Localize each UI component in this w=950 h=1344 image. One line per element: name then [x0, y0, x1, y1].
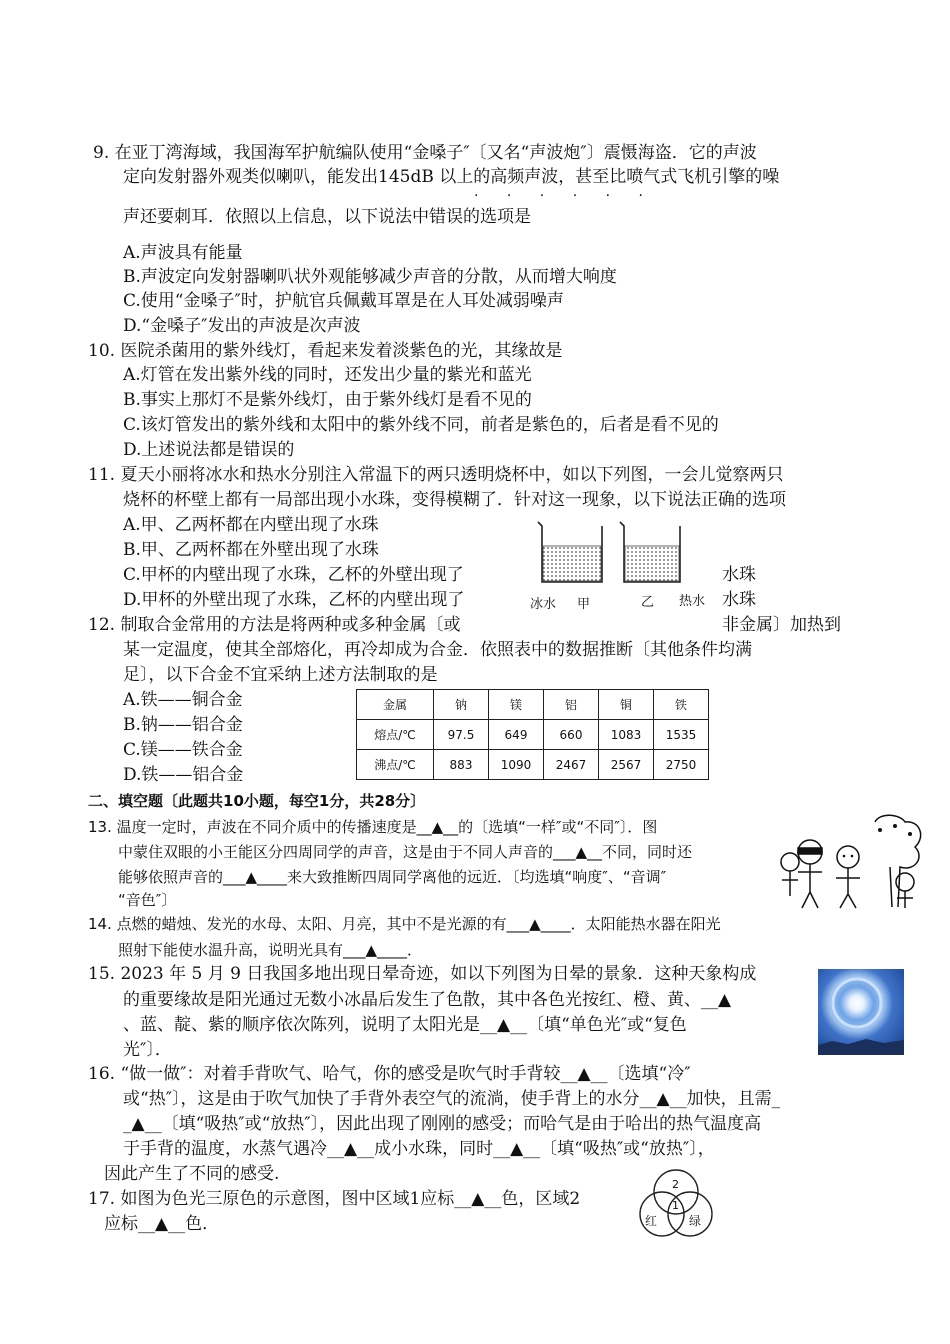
q11-option-c-tail: 水珠: [722, 565, 756, 585]
table-cell: 金属: [357, 690, 434, 720]
q9-option-a: A.声波具有能量: [123, 243, 243, 263]
q16-line-5: 因此产生了不同的感受.: [104, 1164, 280, 1184]
q12-option-a: A.铁——铜合金: [123, 690, 243, 710]
venn-region-2-label: 2: [672, 1178, 679, 1191]
q10-option-d: D.上述说法都是错误的: [123, 440, 295, 460]
q16-line-2: 或“热″〕，这是由于吹气加快了手背外表空气的流淌，使手背上的水分__▲__加快，且需_: [123, 1089, 781, 1109]
q11-option-d-tail: 水珠: [722, 590, 756, 610]
q13-line-3: 能够依照声音的___▲____来大致推断四周同学离他的远近．〔均选填“响度″、“音调″: [118, 868, 667, 886]
label-ice-water: 冰水: [530, 597, 557, 612]
q12-option-c: C.镁——铁合金: [123, 740, 243, 760]
q11-line-2: 烧杯的杯壁上都有一局部出现小水珠，变得模糊了．针对这一现象，以下说法正确的选项: [123, 490, 786, 510]
q16-line-1: 16. “做一做″：对着手背吹气、哈气，你的感受是吹气时手背较__▲__〔选填“冷″: [88, 1064, 691, 1084]
table-cell: 钠: [434, 690, 489, 720]
table-cell: 2467: [544, 750, 599, 780]
table-cell: 2567: [599, 750, 654, 780]
q9-option-b: B.声波定向发射器喇叭状外观能够减少声音的分散，从而增大响度: [123, 267, 617, 287]
q10-stem: 10. 医院杀菌用的紫外线灯，看起来发着淡紫色的光，其缘故是: [88, 341, 563, 361]
table-cell: 1535: [654, 720, 709, 750]
q12-line-2: 某一定温度，使其全部熔化，再冷却成为合金．依照表中的数据推断〔其他条件均满: [123, 640, 752, 660]
q12-option-d: D.铁——铝合金: [123, 765, 244, 785]
table-cell: 1090: [489, 750, 544, 780]
q10-option-c: C.该灯管发出的紫外线和太阳中的紫外线不同，前者是紫色的，后者是看不见的: [123, 415, 719, 435]
q10-option-a: A.灯管在发出紫外线的同时，还发出少量的紫光和蓝光: [123, 365, 532, 385]
q15-line-1: 15. 2023 年 5 月 9 日我国多地出现日晕奇迹，如以下列图为日晕的景象．这种天象构成: [88, 964, 757, 984]
q13-line-4: “音色″〕: [118, 891, 177, 909]
q14-line-1: 14. 点燃的蜡烛、发光的水母、太阳、月亮，其中不是光源的有___▲____．太阳能热水器在阳光: [88, 915, 721, 933]
table-cell: 铁: [654, 690, 709, 720]
q9-line-2: 定向发射器外观类似喇叭，能发出145dB 以上的高频声波，甚至比喷气式飞机引擎的噪: [123, 167, 780, 187]
q14-line-2: 照射下能使水温升高，说明光具有___▲____．: [118, 941, 423, 959]
table-cell: 649: [489, 720, 544, 750]
q11-option-d: D.甲杯的外壁出现了水珠，乙杯的内壁出现了: [123, 590, 465, 610]
table-cell: 97.5: [434, 720, 489, 750]
q16-line-4: 于手背的温度，水蒸气遇冷__▲__成小水珠，同时__▲__〔填“吸热″或“放热″〕，: [123, 1139, 715, 1159]
q16-line-3: _▲__〔填“吸热″或“放热″〕，因此出现了刚刚的感受；而哈气是由于哈出的热气温度高: [123, 1114, 762, 1134]
solar-halo-photo: [818, 969, 904, 1055]
table-cell: 铜: [599, 690, 654, 720]
blindfold-game-illustration: [780, 812, 928, 912]
table-cell: 镁: [489, 690, 544, 720]
q9-emphasis-dots: · · · · · ·: [474, 188, 655, 204]
venn-region-1-label: 1: [672, 1199, 679, 1212]
table-row: [357, 750, 709, 780]
q17-line-1: 17. 如图为色光三原色的示意图，图中区域1应标__▲__色，区域2: [88, 1189, 581, 1209]
label-hot-water: 热水: [679, 594, 706, 609]
q12-option-b: B.钠——铝合金: [123, 715, 243, 735]
q9-line-1: 9. 在亚丁湾海域，我国海军护航编队使用“金嗓子″〔又名“声波炮″〕震慑海盗．它的声波: [93, 143, 757, 163]
q9-option-d: D.“金嗓子″发出的声波是次声波: [123, 316, 361, 336]
table-cell: 1083: [599, 720, 654, 750]
q10-option-b: B.事实上那灯不是紫外线灯，由于紫外线灯是看不见的: [123, 390, 532, 410]
table-cell: 2750: [654, 750, 709, 780]
q15-line-3: 、蓝、靛、紫的顺序依次陈列，说明了太阳光是__▲__〔填“单色光″或“复色: [123, 1015, 687, 1035]
table-header-row: [357, 690, 709, 720]
metal-properties-table: [356, 689, 709, 780]
beaker-yi: [620, 522, 680, 582]
q9-option-c: C.使用“金嗓子″时，护航官兵佩戴耳罩是在人耳处减弱噪声: [123, 291, 564, 311]
beaker-jia: [538, 522, 602, 582]
table-cell: 660: [544, 720, 599, 750]
q15-line-2: 的重要缘故是阳光通过无数小冰晶后发生了色散，其中各色光按红、橙、黄、__▲: [123, 990, 732, 1010]
q12-line-1-tail: 非金属〕加热到: [722, 615, 841, 635]
q11-line-1: 11. 夏天小丽将冰水和热水分别注入常温下的两只透明烧杯中，如以下列图，一会儿觉察两只: [88, 465, 784, 485]
q15-line-4: 光″〕．: [123, 1040, 172, 1060]
q17-line-2: 应标__▲__色．: [104, 1214, 220, 1234]
table-cell: 熔点/℃: [357, 720, 434, 750]
table-row: [357, 720, 709, 750]
q9-line-3: 声还要刺耳．依照以上信息，以下说法中错误的选项是: [123, 207, 531, 227]
q11-option-c: C.甲杯的内壁出现了水珠，乙杯的外壁出现了: [123, 565, 464, 585]
q12-line-1: 12. 制取合金常用的方法是将两种或多种金属〔或: [88, 615, 461, 635]
beakers-figure: [530, 518, 690, 588]
section-2-heading: 二、填空题〔此题共10小题，每空1分，共28分〕: [88, 792, 426, 810]
venn-green-label: 绿: [689, 1214, 702, 1228]
q13-line-1: 13. 温度一定时，声波在不同介质中的传播速度是__▲__的〔选填“一样″或“不同″〕．图: [88, 818, 658, 836]
label-yi: 乙: [641, 595, 655, 610]
q11-option-b: B.甲、乙两杯都在外壁出现了水珠: [123, 540, 379, 560]
table-cell: 883: [434, 750, 489, 780]
table-cell: 沸点/℃: [357, 750, 434, 780]
q12-line-3: 足〕，以下合金不宜采纳上述方法制取的是: [123, 665, 438, 685]
label-jia: 甲: [577, 597, 591, 612]
q13-line-2: 中蒙住双眼的小王能区分四周同学的声音，这是由于不同人声音的___▲__不同，同时还: [118, 843, 693, 861]
q11-option-a: A.甲、乙两杯都在内壁出现了水珠: [123, 515, 379, 535]
table-cell: 铝: [544, 690, 599, 720]
venn-red-label: 红: [645, 1214, 658, 1228]
